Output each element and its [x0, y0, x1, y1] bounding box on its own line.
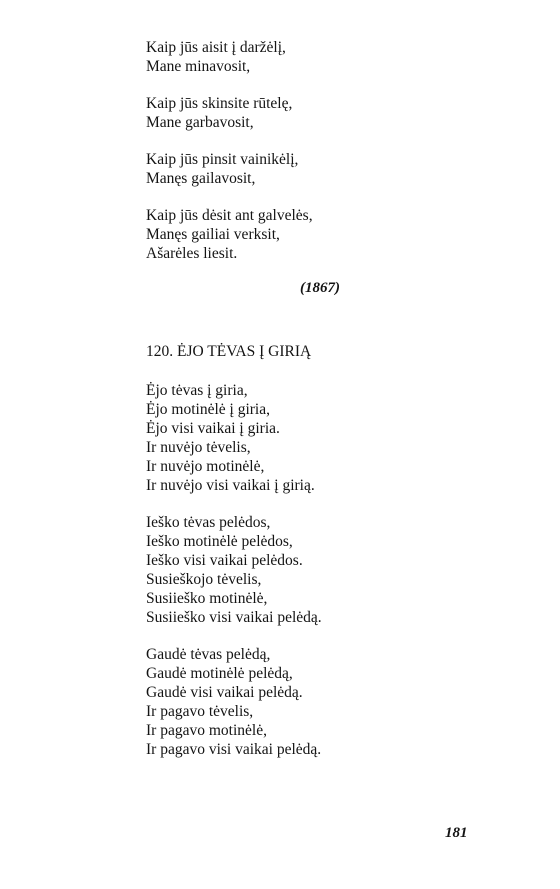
verse-line: Susiieško visi vaikai pelėdą.: [146, 609, 322, 626]
verse-line: Ir nuvėjo motinėlė,: [146, 458, 265, 475]
verse-line: Ieško visi vaikai pelėdos.: [146, 552, 303, 569]
verse-line: Ir pagavo tėvelis,: [146, 703, 254, 720]
stanza-4: [146, 206, 346, 263]
verse-line: Ir pagavo motinėlė,: [146, 722, 267, 739]
poem-119-tail: [146, 38, 346, 263]
verse-line: Ieško tėvas pelėdos,: [146, 514, 271, 531]
verse-line: Manęs gailiai verksit,: [146, 226, 280, 243]
verse-line: Kaip jūs pinsit vainikėlį,: [146, 151, 299, 168]
verse-line: Ir pagavo visi vaikai pelėdą.: [146, 741, 322, 758]
verse-line: Kaip jūs skinsite rūtelę,: [146, 95, 293, 112]
verse-line: Susiieško motinėlė,: [146, 590, 268, 607]
verse-line: Ir nuvėjo visi vaikai į girią.: [146, 477, 315, 494]
stanza-1: [146, 38, 346, 76]
verse-line: Kaip jūs aisit į daržėlį,: [146, 39, 286, 56]
poem-date: (1867): [300, 280, 340, 296]
verse-line: Mane minavosit,: [146, 58, 251, 75]
verse-line: Mane garbavosit,: [146, 114, 254, 131]
stanza-1: [146, 381, 406, 495]
verse-line: Kaip jūs dėsit ant galvelės,: [146, 207, 313, 224]
verse-line: Ėjo motinėlė į giria,: [146, 401, 270, 418]
stanza-3: [146, 150, 346, 188]
stanza-2: [146, 513, 406, 627]
verse-line: Ėjo tėvas į giria,: [146, 382, 248, 399]
verse-line: Ir nuvėjo tėvelis,: [146, 439, 251, 456]
stanza-2: [146, 94, 346, 132]
verse-line: Ieško motinėlė pelėdos,: [146, 533, 293, 550]
verse-line: Ėjo visi vaikai į giria.: [146, 420, 280, 437]
verse-line: Gaudė visi vaikai pelėdą.: [146, 684, 303, 701]
verse-line: Gaudė motinėlė pelėdą,: [146, 665, 293, 682]
poem-heading: 120. ĖJO TĖVAS Į GIRIĄ: [146, 343, 312, 360]
verse-line: Manęs gailavosit,: [146, 170, 256, 187]
poem-120-body: [146, 381, 406, 759]
verse-line: Gaudė tėvas pelėdą,: [146, 646, 271, 663]
verse-line: Ašarėles liesit.: [146, 245, 238, 262]
page-number: 181: [445, 825, 468, 841]
stanza-3: [146, 645, 406, 759]
verse-line: Susieškojo tėvelis,: [146, 571, 262, 588]
